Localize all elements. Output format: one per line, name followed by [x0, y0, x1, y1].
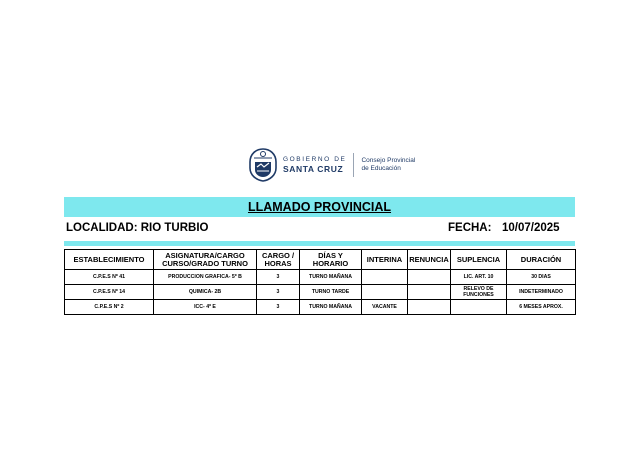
header-cargo: [257, 250, 300, 270]
cell-establecimiento: C.P.E.S Nº 2: [65, 300, 154, 315]
vacancies-table: [64, 249, 576, 315]
cell-interina: VACANTE: [362, 300, 408, 315]
cell-renuncia: [408, 285, 451, 300]
cell-cargo: 3: [257, 300, 300, 315]
cell-asignatura: ICC- 4º E: [154, 300, 257, 315]
fecha-label: FECHA:: [448, 222, 492, 234]
cell-cargo: 3: [257, 270, 300, 285]
cell-asignatura: PRODUCCION GRAFICA- 5º B: [154, 270, 257, 285]
consejo-wordmark: [361, 157, 415, 173]
cell-suplencia: [451, 300, 507, 315]
cell-dias: TURNO MAÑANA: [300, 270, 362, 285]
provincial-seal-icon: [248, 148, 278, 182]
cell-duracion: INDETERMINADO: [507, 285, 576, 300]
table-row: [65, 285, 576, 300]
consejo-line-2: de Educación: [361, 165, 401, 172]
header-establecimiento: ESTABLECIMIENTO: [65, 250, 154, 270]
header-cargo-line-2: HORAS: [264, 258, 292, 268]
page-title: LLAMADO PROVINCIAL: [247, 200, 392, 214]
localidad: [66, 222, 208, 234]
cell-establecimiento: C.P.E.S Nº 14: [65, 285, 154, 300]
cell-establecimiento: C.P.E.S Nº 41: [65, 270, 154, 285]
table-header-row: [65, 250, 576, 270]
cell-suplencia-line-1: RELEVO DE: [463, 286, 494, 292]
cell-suplencia-line-2: FUNCIONES: [463, 292, 494, 298]
table-row: [65, 270, 576, 285]
header-suplencia: SUPLENCIA: [451, 250, 507, 270]
divider-strip: [64, 241, 575, 246]
cell-duracion: 6 MESES APROX.: [507, 300, 576, 315]
cell-cargo: 3: [257, 285, 300, 300]
consejo-line-1: Consejo Provincial: [361, 157, 416, 164]
cell-suplencia: [451, 285, 507, 300]
cell-dias: TURNO MAÑANA: [300, 300, 362, 315]
header-renuncia: RENUNCIA: [408, 250, 451, 270]
localidad-label: LOCALIDAD:: [66, 222, 138, 234]
government-line-1: GOBIERNO DE: [283, 156, 347, 163]
government-wordmark: [283, 153, 354, 177]
header-interina: INTERINA: [362, 250, 408, 270]
cell-asignatura: QUIMICA- 2B: [154, 285, 257, 300]
cell-interina: [362, 270, 408, 285]
document-header: [248, 148, 415, 182]
header-dias: DÍAS Y HORARIO: [300, 250, 362, 270]
cell-suplencia-line-1: LIC. ART. 10: [463, 274, 494, 280]
localidad-value: RIO TURBIO: [140, 222, 209, 234]
cell-dias: TURNO TARDE: [300, 285, 362, 300]
cell-suplencia: [451, 270, 507, 285]
title-banner: [64, 197, 575, 217]
cell-interina: [362, 285, 408, 300]
cell-renuncia: [408, 300, 451, 315]
header-asignatura: [154, 250, 257, 270]
table-row: [65, 300, 576, 315]
header-cargo-line-1: CARGO /: [261, 250, 295, 260]
header-duracion: DURACIÓN: [507, 250, 576, 270]
fecha-value: 10/07/2025: [502, 222, 560, 234]
government-line-2: SANTA CRUZ: [283, 164, 344, 174]
header-asignatura-line-1: ASIGNATURA/CARGO: [165, 250, 245, 260]
cell-duracion: 30 DIAS: [507, 270, 576, 285]
cell-renuncia: [408, 270, 451, 285]
header-asignatura-line-2: CURSO/GRADO TURNO: [162, 258, 248, 268]
